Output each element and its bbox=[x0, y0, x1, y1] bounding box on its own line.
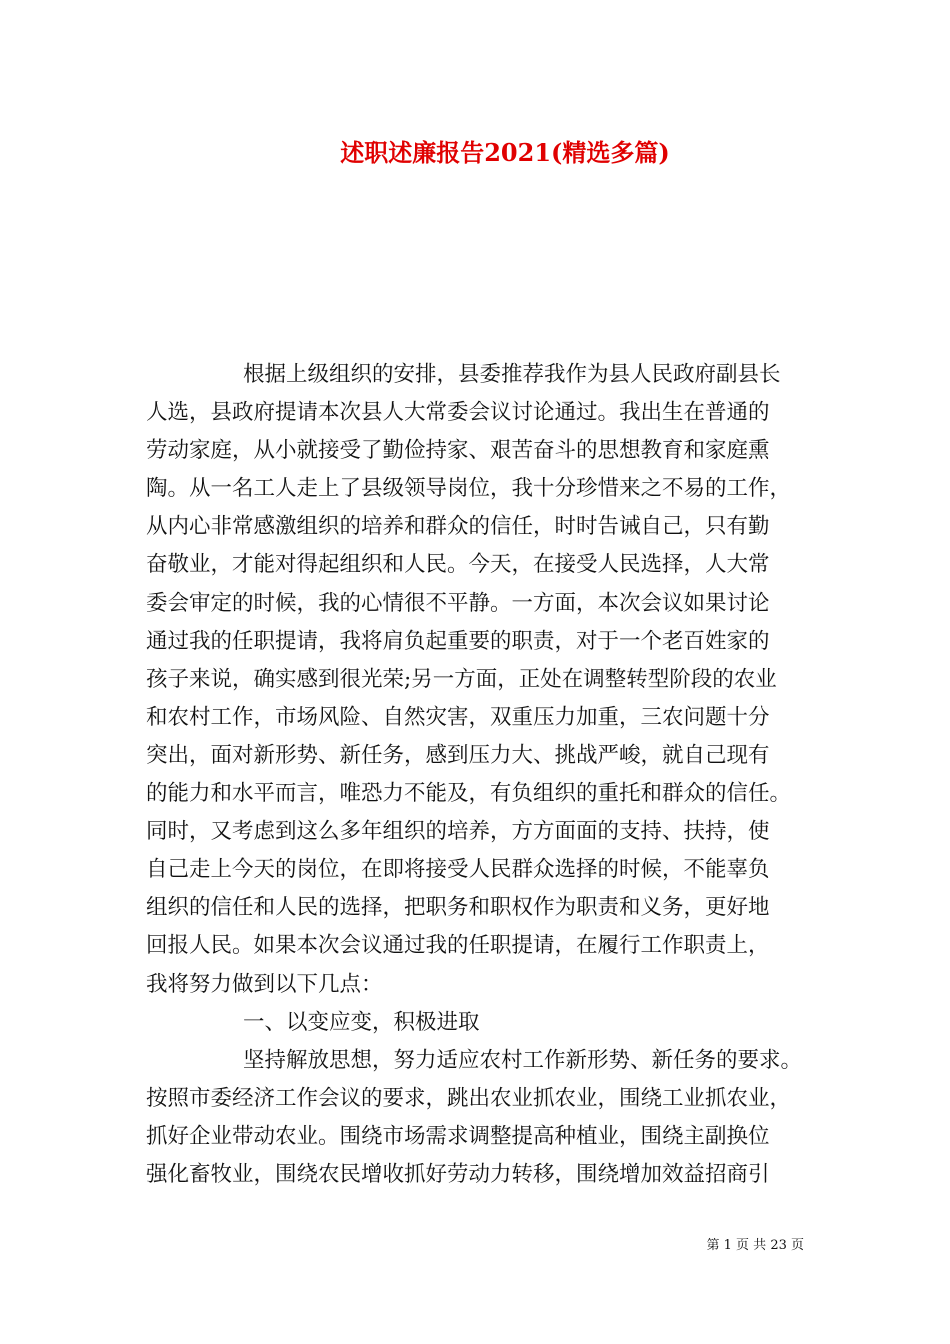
page-number-footer: 第 1 页 共 23 页 bbox=[706, 1238, 804, 1253]
text-line: 陶。从一名工人走上了县级领导岗位，我十分珍惜来之不易的工作， bbox=[146, 476, 792, 502]
text-line: 我将努力做到以下几点： bbox=[146, 971, 383, 997]
text-line: 和农村工作，市场风险、自然灾害，双重压力加重，三农问题十分 bbox=[146, 704, 770, 730]
text-line: 从内心非常感激组织的培养和群众的信任，时时告诫自己，只有勤 bbox=[146, 514, 770, 540]
text-line: 奋敬业，才能对得起组织和人民。今天，在接受人民选择，人大常 bbox=[146, 552, 770, 578]
text-line: 强化畜牧业，围绕农民增收抓好劳动力转移，围绕增加效益招商引 bbox=[146, 1161, 770, 1187]
text-line: 委会审定的时候，我的心情很不平静。一方面，本次会议如果讨论 bbox=[146, 590, 770, 616]
text-line: 组织的信任和人民的选择，把职务和职权作为职责和义务，更好地 bbox=[146, 895, 770, 921]
text-line: 坚持解放思想，努力适应农村工作新形势、新任务的要求。 bbox=[243, 1047, 803, 1073]
text-line: 自己走上今天的岗位，在即将接受人民群众选择的时候，不能辜负 bbox=[146, 857, 770, 883]
text-line: 回报人民。如果本次会议通过我的任职提请，在履行工作职责上， bbox=[146, 933, 770, 959]
text-line: 一、以变应变，积极进取 bbox=[243, 1009, 480, 1035]
text-line: 突出，面对新形势、新任务，感到压力大、挑战严峻，就自己现有 bbox=[146, 742, 770, 768]
text-line: 按照市委经济工作会议的要求，跳出农业抓农业，围绕工业抓农业， bbox=[146, 1085, 792, 1111]
text-line: 劳动家庭，从小就接受了勤俭持家、艰苦奋斗的思想教育和家庭熏 bbox=[146, 438, 770, 464]
text-line: 孩子来说，确实感到很光荣;另一方面，正处在调整转型阶段的农业 bbox=[146, 666, 777, 692]
text-line: 抓好企业带动农业。围绕市场需求调整提高种植业，围绕主副换位 bbox=[146, 1123, 770, 1149]
text-line: 的能力和水平而言，唯恐力不能及，有负组织的重托和群众的信任。 bbox=[146, 781, 792, 807]
text-line: 人选，县政府提请本次县人大常委会议讨论通过。我出生在普通的 bbox=[146, 400, 770, 426]
document-title: 述职述廉报告2021(精选多篇) bbox=[340, 138, 670, 167]
text-line: 同时，又考虑到这么多年组织的培养，方方面面的支持、扶持，使 bbox=[146, 819, 770, 845]
text-line: 通过我的任职提请，我将肩负起重要的职责，对于一个老百姓家的 bbox=[146, 628, 770, 654]
text-line: 根据上级组织的安排，县委推荐我作为县人民政府副县长 bbox=[243, 362, 781, 387]
document-body bbox=[146, 356, 834, 1194]
